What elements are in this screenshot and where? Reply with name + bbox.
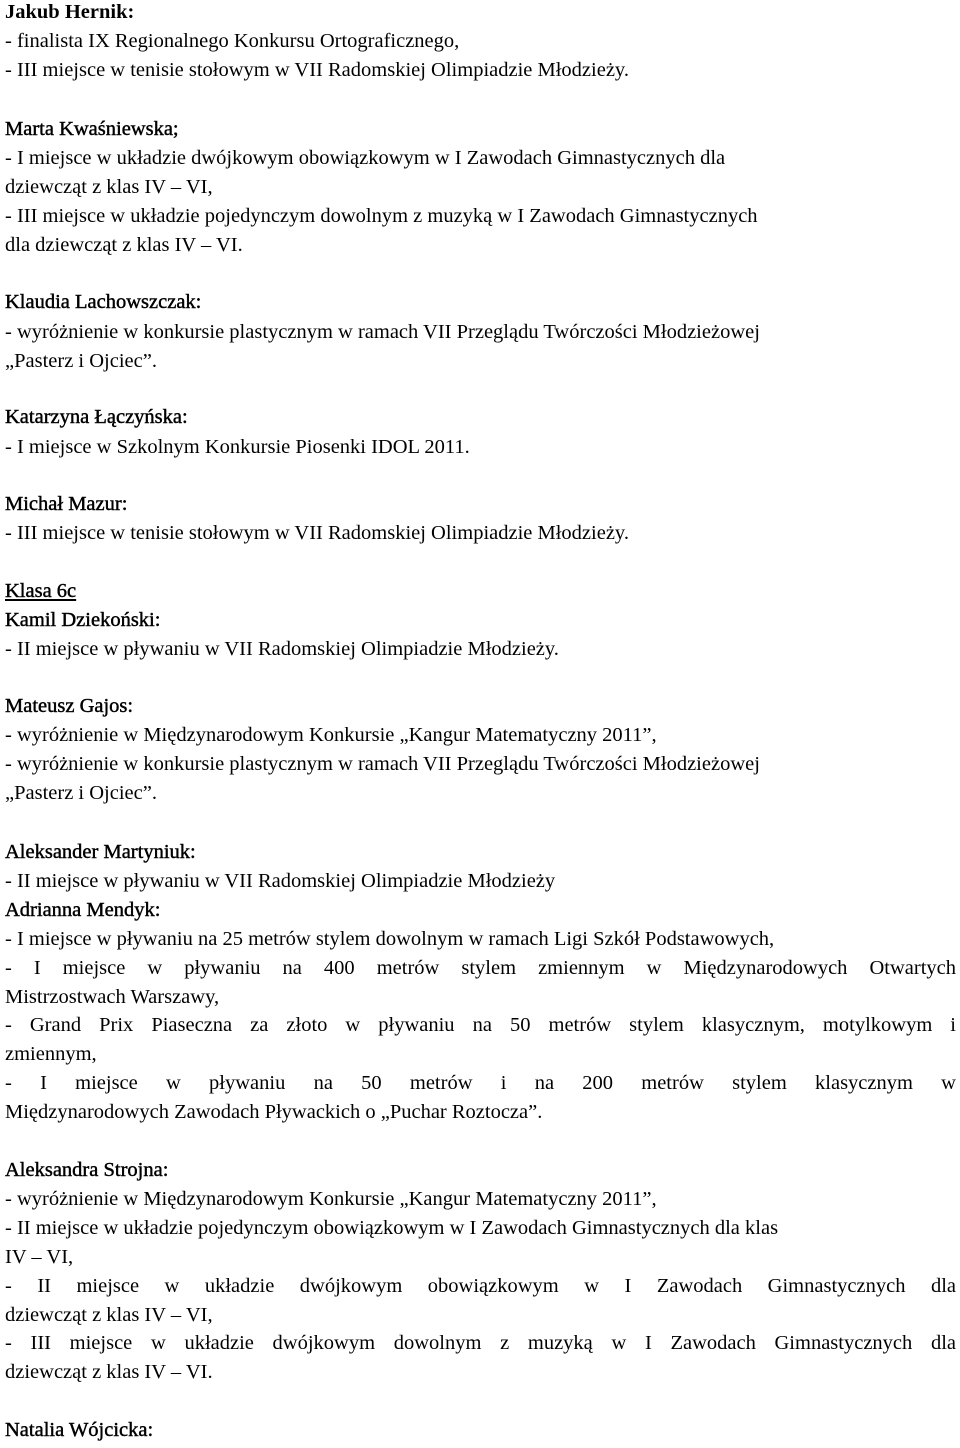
text-line: - II miejsce w pływaniu w VII Radomskiej Olimpiadzie Młodzieży bbox=[5, 870, 556, 892]
text-line: - I miejsce w Szkolnym Konkursie Piosenki IDOL 2011. bbox=[5, 436, 470, 458]
text-line: - finalista IX Regionalnego Konkursu Ortograficznego, bbox=[5, 30, 460, 52]
text-line: - I miejsce w pływaniu na 25 metrów stylem dowolnym w ramach Ligi Szkół Podstawowych, bbox=[5, 928, 775, 950]
text-line: - Grand Prix Piaseczna za złoto w pływaniu na 50 metrów stylem klasycznym, motylkowym i bbox=[5, 1014, 956, 1036]
text-line: Mistrzostwach Warszawy, bbox=[5, 986, 220, 1008]
text-line: - III miejsce w układzie pojedynczym dowolnym z muzyką w I Zawodach Gimnastycznych bbox=[5, 205, 758, 227]
person-heading: Marta Kwaśniewska; bbox=[5, 118, 179, 140]
text-line: - wyróżnienie w Międzynarodowym Konkursie „Kangur Matematyczny 2011”, bbox=[5, 724, 657, 746]
person-heading: Kamil Dziekoński: bbox=[5, 609, 161, 631]
text-line: dziewcząt z klas IV – VI, bbox=[5, 176, 213, 198]
text-line: - wyróżnienie w Międzynarodowym Konkursie „Kangur Matematyczny 2011”, bbox=[5, 1188, 657, 1210]
text-line: - III miejsce w tenisie stołowym w VII Radomskiej Olimpiadzie Młodzieży. bbox=[5, 522, 629, 544]
text-line: IV – VI, bbox=[5, 1246, 74, 1268]
text-line: - I miejsce w pływaniu na 50 metrów i na 200 metrów stylem klasycznym w bbox=[5, 1072, 956, 1094]
text-line: dla dziewcząt z klas IV – VI. bbox=[5, 234, 243, 256]
text-line: - I miejsce w układzie dwójkowym obowiązkowym w I Zawodach Gimnastycznych dla bbox=[5, 147, 726, 169]
text-line: „Pasterz i Ojciec”. bbox=[5, 350, 157, 372]
person-heading: Aleksander Martyniuk: bbox=[5, 841, 196, 863]
text-line: „Pasterz i Ojciec”. bbox=[5, 782, 157, 804]
person-heading: Adrianna Mendyk: bbox=[5, 899, 161, 921]
person-heading: Mateusz Gajos: bbox=[5, 695, 134, 717]
person-heading: Katarzyna Łączyńska: bbox=[5, 406, 188, 428]
person-heading: Natalia Wójcicka: bbox=[5, 1419, 154, 1441]
person-heading: Klasa 6c bbox=[5, 580, 77, 602]
person-heading: Michał Mazur: bbox=[5, 493, 128, 515]
person-heading: Jakub Hernik: bbox=[5, 1, 135, 23]
text-line: - wyróżnienie w konkursie plastycznym w ramach VII Przeglądu Twórczości Młodzieżowej bbox=[5, 753, 760, 775]
text-line: dziewcząt z klas IV – VI. bbox=[5, 1361, 213, 1383]
text-line: - wyróżnienie w konkursie plastycznym w ramach VII Przeglądu Twórczości Młodzieżowej bbox=[5, 321, 760, 343]
person-heading: Aleksandra Strojna: bbox=[5, 1159, 169, 1181]
text-line: - III miejsce w układzie dwójkowym dowolnym z muzyką w I Zawodach Gimnastycznych dla bbox=[5, 1332, 956, 1354]
text-line: dziewcząt z klas IV – VI, bbox=[5, 1304, 213, 1326]
text-line: zmiennym, bbox=[5, 1043, 97, 1065]
text-line: - II miejsce w pływaniu w VII Radomskiej Olimpiadzie Młodzieży. bbox=[5, 638, 559, 660]
text-line: Międzynarodowych Zawodach Pływackich o „Puchar Roztocza”. bbox=[5, 1101, 543, 1123]
person-heading: Klaudia Lachowszczak: bbox=[5, 291, 202, 313]
text-line: - II miejsce w układzie dwójkowym obowiązkowym w I Zawodach Gimnastycznych dla bbox=[5, 1275, 956, 1297]
text-line: - I miejsce w pływaniu na 400 metrów stylem zmiennym w Międzynarodowych Otwartych bbox=[5, 957, 956, 979]
text-line: - II miejsce w układzie pojedynczym obowiązkowym w I Zawodach Gimnastycznych dla klas bbox=[5, 1217, 779, 1239]
text-line: - III miejsce w tenisie stołowym w VII Radomskiej Olimpiadzie Młodzieży. bbox=[5, 59, 629, 81]
